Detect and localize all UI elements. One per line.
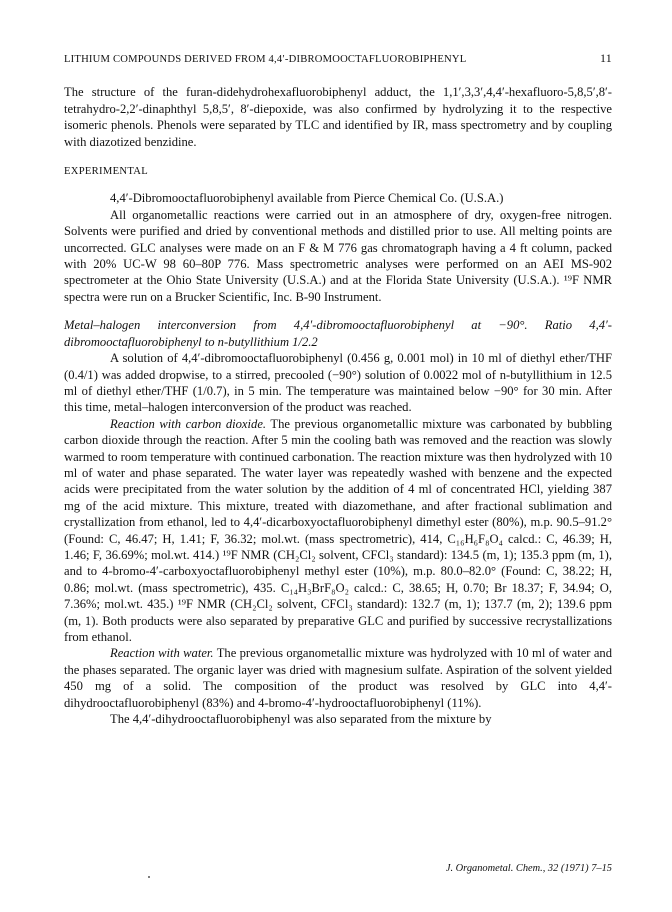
subsection-title: Metal–halogen interconversion from 4,4′-dibromooctafluorobiphenyl at −90°. Ratio 4,4′-dibromooctafluorobiphenyl to n-butyllithium 1/2.2 (64, 318, 612, 349)
water-reaction-text: The previous organometallic mixture was hydrolyzed with 10 ml of water and the phases separated. The organic layer was dried with magnesium sulfate. Aspiration of the solvent yielded 450 mg of a solid. The composition of the product was resolved by GLC into 4,4′-dihydrooctafluorobiphenyl (83%) and 4-bromo-4′-hydrooctafluorobiphenyl (11%). (64, 646, 613, 710)
continuation-paragraph: The 4,4′-dihydrooctafluorobiphenyl was also separated from the mixture by (110, 712, 492, 727)
co2-reaction-paragraph (64, 416, 612, 646)
page-number: 11 (600, 51, 612, 65)
water-reaction-title: Reaction with water. (110, 646, 214, 661)
journal-citation: J. Organometal. Chem., 32 (1971) 7–15 (445, 863, 612, 874)
intro-paragraph: The structure of the furan-didehydrohexafluorobiphenyl adduct, the 1,1′,3,3′,4,4′-hexafluoro-5,8,5′,8′-tetrahydro-2,2′-dinaphthyl 5,8,5′, 8′-diepoxide, was also confirmed by hydrolyzing it to the respective isomeric phenols. Phenols were separated by TLC and identified by IR, mass spectrometry and by coupling with diazotized benzidine. (64, 85, 612, 149)
running-title: LITHIUM COMPOUNDS DERIVED FROM 4,4′-DIBROMOOCTAFLUOROBIPHENYL (64, 54, 467, 65)
materials-sentence: 4,4′-Dibromooctafluorobiphenyl available from Pierce Chemical Co. (U.S.A.) (110, 191, 504, 206)
running-header (64, 50, 612, 68)
paragraph-gap (64, 305, 612, 317)
metal-halogen-paragraph: A solution of 4,4′-dibromooctafluorobiphenyl (0.456 g, 0.001 mol) in 10 ml of diethyl ether/THF (0.4/1) was added dropwise, to a stirred, precooled (−90°) solution of 0.0022 mol of n-butyllithium in 12.5 ml of diethyl ether/THF (1/0.7), in 5 min. The temperature was maintained below −90° for 30 min. After this time, metal–halogen interconversion of the product was reached. (64, 351, 612, 415)
section-heading: EXPERIMENTAL (64, 166, 148, 178)
scan-speck (148, 876, 150, 878)
water-reaction-paragraph (64, 645, 612, 711)
general-methods-paragraph: All organometallic reactions were carried out in an atmosphere of dry, oxygen-free nitrogen. Solvents were purified and dried by conventional methods and distilled prior to use. All melting points are uncorrected. GLC analyses were made on an F & M 776 gas chromatograph having a 4 ft column, packed with 20% UC-W 98 60–80P 776. Mass spectrometric analyses were performed on an AEI MS-902 spectrometer at the Ohio State University (U.S.A.) and at the Florida State University (U.S.A.). ¹⁹F NMR spectra were run on a Brucker Scientific, Inc. B-90 Instrument. (64, 207, 612, 304)
co2-reaction-text: The previous organometallic mixture was carbonated by bubbling carbon dioxide through the reaction. After 5 min the cooling bath was removed and the reaction was slowly warmed to room temperature with continued carbonation. The reaction mixture was then hydrolyzed with 10 ml of water and phase separated. The water layer was repeatedly washed with benzene and the expected acids were precipitated from the water solution by the addition of 4 ml of concentrated HCl, yielding 387 mg of the acid mixture. This mixture, treated with diazomethane, and after fractional sublimation and crystallization from ethanol, led to 4,4′-dicarboxyoctafluorobiphenyl dimethyl ester (80%), m.p. 90.5–91.2° (Found: C, 46.47; H, 1.41; F, 36.32; mol.wt. (mass spectrometric), 414, C₁₆H₆F₈O₄ calcd.: C, 46.39; H, 1.46; F, 36.69%; mol.wt. 414.) ¹⁹F NMR (CH₂Cl₂ solvent, CFCl₃ standard): 134.5 (m, 1); 135.3 ppm (m, 1), and to 4-bromo-4′-carboxyoctafluorobiphenyl methyl ester (10%), m.p. 80.0–82.0° (Found: C, 38.22; H, 0.86; mol.wt. (mass spectrometric), 435. C₁₄H₃BrF₈O₂ calcd.: C, 38.65; H, 0.70; Br 18.37; F, 34.94; O, 7.36%; mol.wt. 435.) ¹⁹F NMR (CH₂Cl₂ solvent, CFCl₃ standard): 132.7 (m, 1); 137.7 (m, 2); 139.6 ppm (m, 1). Both products were also separated by preparative GLC and purified by successive recrystallizations from ethanol. (64, 416, 613, 644)
co2-reaction-title: Reaction with carbon dioxide. (110, 416, 267, 431)
